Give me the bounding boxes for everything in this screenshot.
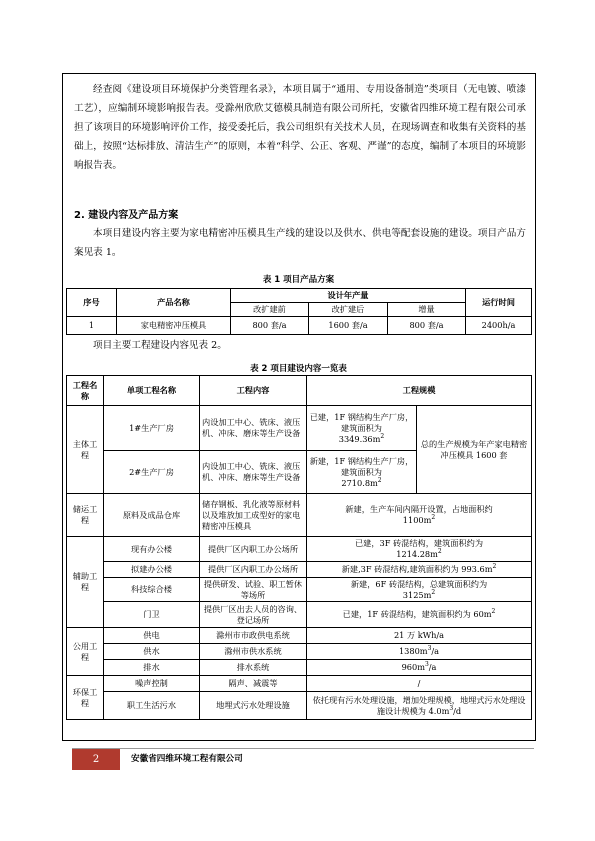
page-number: 2 bbox=[72, 749, 120, 770]
th-increase: 增量 bbox=[388, 303, 466, 317]
th-category: 工程名称 bbox=[67, 376, 104, 406]
main1-content: 内设加工中心、铣床、液压机、冲床、磨床等生产设备 bbox=[200, 406, 307, 451]
th-capacity: 设计年产量 bbox=[231, 289, 466, 303]
env2-scale: 依托现有污水处理设施，增加处理规模，地埋式污水处理设施设计规模为 $4.0m^3/d$ bbox=[307, 692, 532, 720]
construction-table bbox=[66, 375, 532, 720]
main-total-scale: 总的生产规模为年产家电精密冲压模具 1600 套 bbox=[417, 406, 532, 494]
main1-scale: 已建，1F 钢结构生产厂房，建筑面积为 $3349.36m^2$ bbox=[307, 406, 417, 451]
pub3-scale: $960m^3/a$ bbox=[307, 660, 532, 676]
aux4-item: 门卫 bbox=[104, 602, 200, 628]
aux1-item: 现有办公楼 bbox=[104, 537, 200, 562]
intro-paragraph: 经查阅《建设项目环境保护分类管理名录》，本项目属于“通用、专用设备制造”类项目（无电镀、喷漆工艺），应编制环境影响报告表。受滁州欣欣艾德模具制造有限公司所托，安徽省四维环境工程有限公司承担了该项目的环境影响评价工作，接受委托后，我公司组织有关技术人员，在现场调查和收集有关资料的基础上，按照“达标排放、清洁生产”的原则，本着“科学、公正、客观、严谨”的态度，编制了本项目的环境影响报告表。 bbox=[74, 84, 526, 171]
th-time: 运行时间 bbox=[466, 289, 532, 317]
footer-company: 安徽省四维环境工程有限公司 bbox=[131, 754, 243, 764]
th-no: 序号 bbox=[67, 289, 117, 317]
cell-increase: 800 套/a bbox=[388, 317, 466, 335]
storage-item: 原料及成品仓库 bbox=[104, 494, 200, 537]
th-scale: 工程规模 bbox=[307, 376, 532, 406]
table2-caption: 表 2 项目建设内容一览表 bbox=[250, 364, 347, 374]
main2-content: 内设加工中心、铣床、液压机、冲床、磨床等生产设备 bbox=[200, 451, 307, 494]
th-name: 产品名称 bbox=[117, 289, 231, 317]
aux3-item: 科技综合楼 bbox=[104, 578, 200, 602]
env1-content: 隔声、减震等 bbox=[200, 676, 307, 692]
aux3-scale: 新建，6F 砖混结构，总建筑面积约为 $3125m^2$ bbox=[307, 578, 532, 602]
scope-paragraph: 本项目建设内容主要为家电精密冲压模具生产线的建设以及供水、供电等配套设施的建设。项目产品方案见表 1。 bbox=[74, 228, 526, 258]
th-after: 改扩建后 bbox=[309, 303, 388, 317]
main2-item: 2#生产厂房 bbox=[104, 451, 200, 494]
env2-item: 职工生活污水 bbox=[104, 692, 200, 720]
main1-item: 1#生产厂房 bbox=[104, 406, 200, 451]
table2-intro: 项目主要工程建设内容见表 2。 bbox=[93, 340, 227, 351]
table1-caption: 表 1 项目产品方案 bbox=[262, 275, 335, 285]
cat-storage: 储运工程 bbox=[67, 494, 104, 537]
th-before: 改扩建前 bbox=[231, 303, 309, 317]
env2-content: 地埋式污水处理设施 bbox=[200, 692, 307, 720]
aux4-content: 提供厂区出去人员的咨询、登记场所 bbox=[200, 602, 307, 628]
aux3-content: 提供研发、试验、职工暂休等场所 bbox=[200, 578, 307, 602]
env1-scale: / bbox=[307, 676, 532, 692]
pub1-content: 滁州市市政供电系统 bbox=[200, 628, 307, 644]
pub2-scale: $1380m^3/a$ bbox=[307, 644, 532, 660]
aux1-content: 提供厂区内职工办公场所 bbox=[200, 537, 307, 562]
pub3-item: 排水 bbox=[104, 660, 200, 676]
pub1-item: 供电 bbox=[104, 628, 200, 644]
cat-auxiliary: 辅助工程 bbox=[67, 537, 104, 628]
aux4-scale: 已建，1F 砖混结构，建筑面积约为 $60m^2$ bbox=[307, 602, 532, 628]
storage-content: 储存钢板、乳化液等原材料以及堆放加工成型好的家电精密冲压模具 bbox=[200, 494, 307, 537]
aux1-scale: 已建，3F 砖混结构，建筑面积约为 $1214.28m^2$ bbox=[307, 537, 532, 562]
cell-before: 800 套/a bbox=[231, 317, 309, 335]
cell-no: 1 bbox=[67, 317, 117, 335]
th-item: 单项工程名称 bbox=[104, 376, 200, 406]
cell-after: 1600 套/a bbox=[309, 317, 388, 335]
section-heading: 2. 建设内容及产品方案 bbox=[74, 210, 179, 221]
aux2-item: 拟建办公楼 bbox=[104, 562, 200, 578]
aux2-content: 提供厂区内职工办公场所 bbox=[200, 562, 307, 578]
pub2-item: 供水 bbox=[104, 644, 200, 660]
env1-item: 噪声控制 bbox=[104, 676, 200, 692]
cat-public: 公用工程 bbox=[67, 628, 104, 676]
pub1-scale: 21 万 kWh/a bbox=[307, 628, 532, 644]
pub3-content: 排水系统 bbox=[200, 660, 307, 676]
cat-main: 主体工程 bbox=[67, 406, 104, 494]
product-table bbox=[66, 288, 532, 335]
storage-scale: 新建，生产车间内隔开设置，占地面积约 $1100m^2$ bbox=[307, 494, 532, 537]
th-content: 工程内容 bbox=[200, 376, 307, 406]
pub2-content: 滁州市供水系统 bbox=[200, 644, 307, 660]
cell-name: 家电精密冲压模具 bbox=[117, 317, 231, 335]
aux2-scale: 新建,3F 砖混结构,建筑面积约为 $993.6m^2$ bbox=[307, 562, 532, 578]
cell-time: 2400h/a bbox=[466, 317, 532, 335]
cat-environment: 环保工程 bbox=[67, 676, 104, 720]
main2-scale: 新建，1F 钢结构生产厂房，建筑面积为 $2710.8m^2$ bbox=[307, 451, 417, 494]
